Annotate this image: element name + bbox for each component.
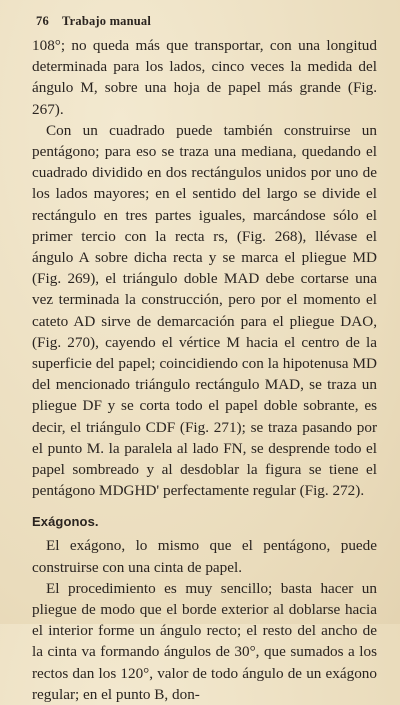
paragraph-4: El procedimiento es muy sencillo; basta hacer un pliegue de modo que el borde exterior al doblarse hacia el interior forme un ángulo recto; el resto del ancho de la cinta va formando ángulos de 30°, que sumados a los rectos dan los 120°, valor de todo ángulo de un exágono regular; en el punto B, don-: [32, 579, 377, 703]
running-head: [36, 14, 151, 29]
paragraph-3: El exágono, lo mismo que el pentágono, puede construirse con una cinta de papel.: [32, 537, 377, 576]
paragraph-1: 108°; no queda más que transportar, con una longitud determinada para los lados, cinco veces la medida del ángulo M, sobre una hoja de papel más grande (Fig. 267).: [32, 37, 377, 118]
page-number: 76: [36, 14, 49, 28]
paragraph-2: Con un cuadrado puede también construirse un pentágono; para eso se traza una mediana, quedando el cuadrado dividido en dos rectángulos unidos por uno de los lados mayores; en el sentido del largo se divide el rectángulo en tres partes iguales, marcándose sólo el primer tercio con la recta rs, (Fig. 268), llévase el ángulo A sobre dicha recta y se marca el pliegue MD (Fig. 269), el triángulo doble MAD debe cortarse una vez terminada la construcción, pero por el momento el cateto AD sirve de demarcación para el pliegue DAO, (Fig. 270), cayendo el vértice M hacia el centro de la superficie del papel; coincidiendo con la hipotenusa MD del mencionado triángulo rectángulo MAD, se traza un pliegue DF y se corta todo el papel doble sobrante, es decir, el triángulo CDF (Fig. 271); se traza pasando por el punto M. la paralela al lado FN, se desprende todo el papel sombreado y al desdoblar la figura se tiene el pentágono MDGHD' perfectamente regular (Fig. 272).: [32, 121, 377, 500]
body-text: [32, 35, 377, 705]
running-title: Trabajo manual: [62, 14, 152, 28]
section-heading: Exágonos.: [32, 514, 99, 530]
